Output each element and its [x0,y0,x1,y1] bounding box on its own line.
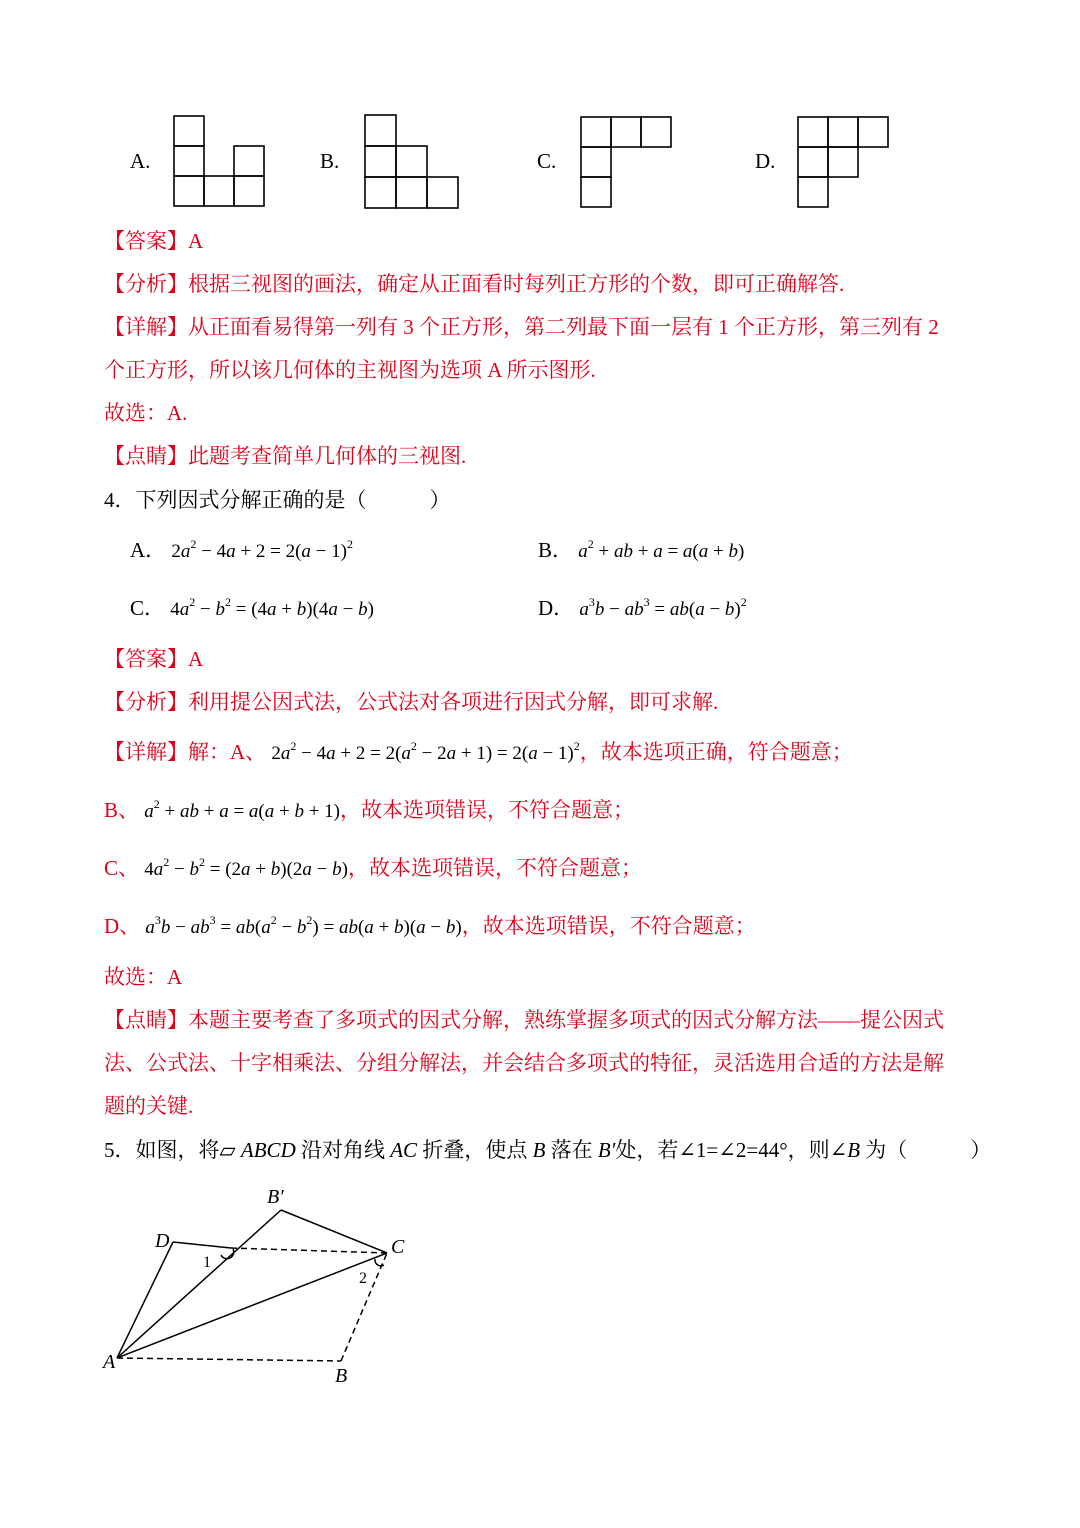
q3-point: 【点睛】此题考查简单几何体的三视图. [104,444,467,468]
q5-angle-1: 1 [203,1254,211,1271]
q4-answer: 【答案】A [104,647,204,671]
q3-choose: 故选：A. [104,401,188,425]
q3-analysis: 【分析】根据三视图的画法，确定从正面看时每列正方形的个数，即可正确解答. [104,272,845,296]
q5-label-bprime: B′ [267,1186,284,1208]
q4-detail-a-formula: $2a^2 - 4a + 2 = 2(a^2 - 2a + 1) = 2(a - 1)^2$ [271,739,580,764]
option-b-label: B. [320,149,340,173]
q4-option-d-formula: $a^3b - ab^3 = ab(a - b)^2$ [579,595,747,620]
option-d-figure [796,115,890,209]
q4-option-b: B． $a^2$ + ab + a = a(a + b) [538,537,745,562]
q5-label-d: D [155,1230,170,1252]
q4-detail-b-formula: $a^2$ + ab + a = a(a + b + 1) [144,797,341,822]
q4-detail-b: B、 $a^2$ + ab + a = a(a + b + 1)，故本选项错误，不符合题意； [104,797,635,822]
q4-option-b-formula: $a^2$ + ab + a = a(a + b) [578,537,745,562]
q5-figure [95,1175,425,1390]
q5-stem: 5．如图，将▱ ABCD 沿对角线 AC 折叠，使点 B 落在 B′处，若∠1=∠2=44°，则∠B 为（ ） [104,1138,992,1162]
q4-detail-c: C、 $4a^2 - b^2 = (2a + b)(2a - b)$，故本选项错误，不符合题意； [104,855,642,880]
q4-choose: 故选：A [104,965,183,989]
q3-detail-1: 【详解】从正面看易得第一列有 3 个正方形，第二列最下面一层有 1 个正方形，第三列有 2 [104,315,939,339]
option-c-figure [579,115,673,209]
q4-detail-c-formula: $4a^2 - b^2 = (2a + b)(2a - b)$ [144,855,348,880]
q5-angle-2: 2 [359,1270,367,1287]
q5-label-b: B [335,1365,348,1387]
q4-option-d: D． $a^3b - ab^3 = ab(a - b)^2$ [538,595,747,620]
option-c-label: C. [537,149,557,173]
q4-option-a: A． $2a^2 - 4a + 2 = 2(a - 1)^2$ [130,537,353,562]
q3-detail-2: 个正方形，所以该几何体的主视图为选项 A 所示图形. [104,358,596,382]
option-a-label: A. [130,149,151,173]
q4-analysis: 【分析】利用提公因式法，公式法对各项进行因式分解，即可求解. [104,690,719,714]
option-b-figure [363,113,461,211]
q4-point-3: 题的关键. [104,1094,194,1118]
q4-point-2: 法、公式法、十字相乘法、分组分解法，并会结合多项式的特征，灵活选用合适的方法是解 [104,1051,944,1075]
q4-option-c: C． $4a^2 - b^2 = (4a + b)(4a - b)$ [130,595,374,620]
q5-label-c: C [391,1236,405,1258]
q4-point-1: 【点睛】本题主要考查了多项式的因式分解，熟练掌握多项式的因式分解方法——提公因式 [104,1008,944,1032]
q4-option-c-formula: $4a^2 - b^2 = (4a + b)(4a - b)$ [170,595,374,620]
option-a-figure [172,114,266,208]
q4-detail-a: 【详解】解：A、 $2a^2 - 4a + 2 = 2(a^2 - 2a + 1) = 2(a - 1)^2$，故本选项正确，符合题意； [104,739,853,764]
q4-detail-d: D、 $a^3b - ab^3 = ab(a^2 - b^2) = ab(a + b)(a - b)$，故本选项错误，不符合题意； [104,913,756,938]
option-d-label: D. [755,149,776,173]
q4-stem: 4．下列因式分解正确的是（ ） [104,488,451,512]
q4-detail-d-formula: $a^3b - ab^3 = ab(a^2 - b^2) = ab(a + b)(a - b)$ [145,913,462,938]
q4-option-a-formula: $2a^2 - 4a + 2 = 2(a - 1)^2$ [171,537,353,562]
q3-answer: 【答案】A [104,229,204,253]
q5-label-a: A [103,1351,116,1373]
